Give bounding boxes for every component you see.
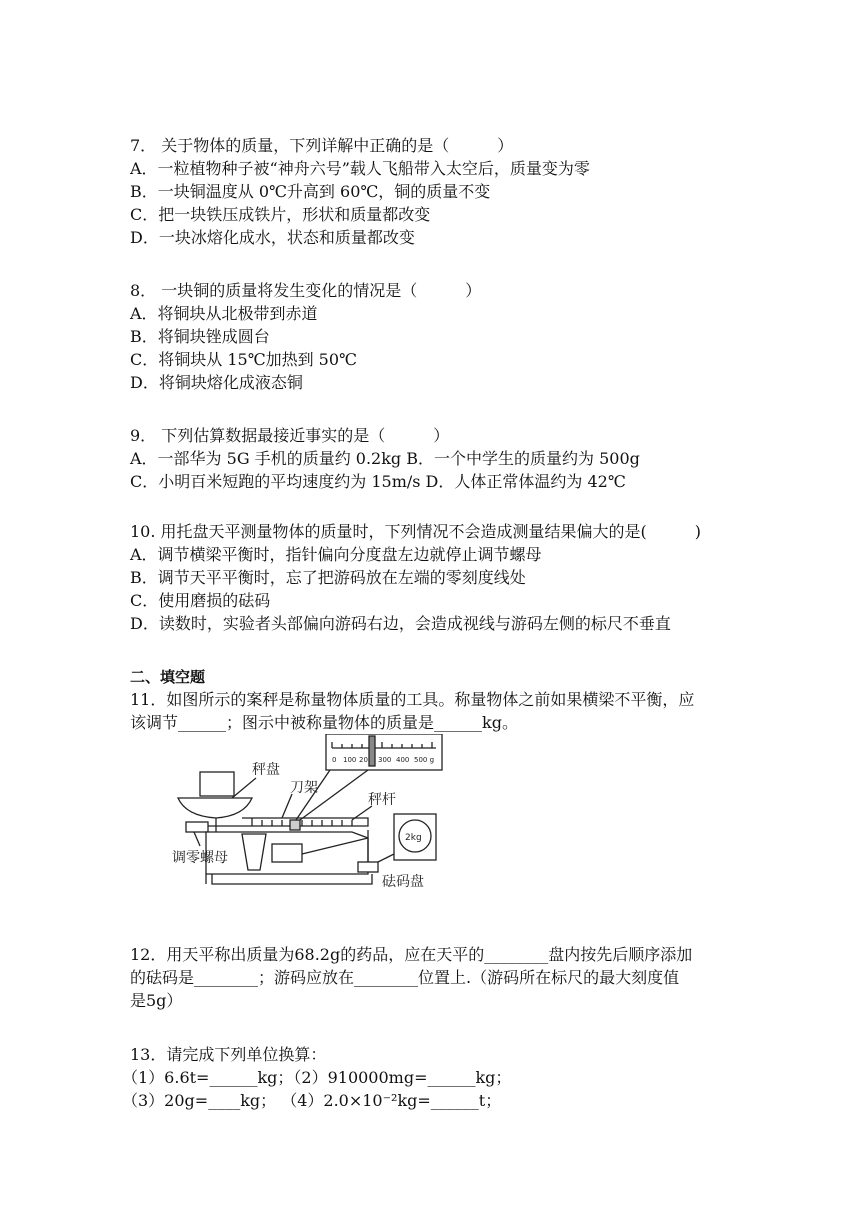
label-weight-pan: 砝码盘	[382, 874, 424, 890]
zero-screw	[186, 822, 208, 832]
q7-option-c: C．把一块铁压成铁片，形状和质量都改变	[130, 205, 431, 224]
q12-line-3: 是5g）	[130, 991, 183, 1010]
scale-tick-100: 100	[343, 756, 357, 764]
q7-option-d: D．一块冰熔化成水，状态和质量都改变	[130, 228, 415, 247]
scale-reading-box	[326, 734, 442, 770]
q13-row-1: （1）6.6t=______kg；（2）910000mg=______kg；	[122, 1068, 512, 1087]
linkage-block	[272, 844, 302, 862]
q7-stem: 7． 关于物体的质量，下列详解中正确的是（ ）	[130, 136, 514, 155]
q9-stem: 9． 下列估算数据最接近事实的是（ ）	[130, 426, 450, 445]
q11-line-2: 该调节______；图示中被称量物体的质量是______kg。	[130, 713, 518, 732]
q10-option-c: C．使用磨损的砝码	[130, 591, 271, 610]
scale-pan	[178, 798, 252, 818]
q7-option-b: B．一块铜温度从 0℃升高到 60℃，铜的质量不变	[130, 182, 491, 201]
q10-option-b: B．调节天平平衡时，忘了把游码放在左端的零刻度线处	[130, 568, 526, 587]
q8-option-b: B．将铜块锉成圆台	[130, 327, 270, 346]
label-knife-frame: 刀架	[290, 780, 318, 796]
rider-marker	[369, 736, 375, 766]
weight-pan	[358, 862, 378, 872]
q8-option-a: A．将铜块从北极带到赤道	[130, 304, 318, 323]
label-pan: 秤盘	[252, 762, 280, 778]
label-zero-screw: 调零螺母	[172, 850, 228, 866]
weight-2kg-label: 2kg	[405, 833, 422, 843]
scale-tick-20: 20	[359, 756, 368, 764]
q10-option-d: D．读数时，实验者头部偏向游码右边，会造成视线与游码左侧的标尺不垂直	[130, 614, 671, 633]
object-box	[200, 772, 234, 796]
q9-options-cd: C．小明百米短跑的平均速度约为 15m/s D．人体正常体温约为 42℃	[130, 472, 626, 491]
q13-stem: 13．请完成下列单位换算：	[130, 1045, 327, 1064]
scale-tick-500: 500 g	[414, 756, 435, 764]
q11-line-1: 11．如图所示的案秤是称量物体质量的工具。称量物体之前如果横梁不平衡，应	[130, 690, 695, 709]
scale-tick-300: 300	[378, 756, 392, 764]
q12-line-1: 12．用天平称出质量为68.2g的药品，应在天平的________盘内按先后顺序添加	[130, 945, 693, 964]
beam-rider	[290, 820, 300, 830]
scale-tick-0: 0	[332, 756, 337, 764]
q7-option-a: A．一粒植物种子被“神舟六号”载人飞船带入太空后，质量变为零	[130, 159, 590, 178]
q10-option-a: A．调节横梁平衡时，指针偏向分度盘左边就停止调节螺母	[130, 545, 542, 564]
q10-stem: 10. 用托盘天平测量物体的质量时，下列情况不会造成测量结果偏大的是( )	[130, 522, 702, 541]
scale-tick-400: 400	[396, 756, 410, 764]
section-title-fill-in: 二、填空题	[130, 668, 206, 686]
label-beam: 秤杆	[368, 792, 396, 808]
q9-options-ab: A．一部华为 5G 手机的质量约 0.2kg B．一个中学生的质量约为 500g	[130, 449, 640, 468]
platform-scale-figure	[172, 734, 444, 894]
q8-option-c: C．将铜块从 15℃加热到 50℃	[130, 350, 357, 369]
q12-line-2: 的砝码是________；游码应放在________位置上.（游码所在标尺的最大刻度值	[130, 968, 680, 987]
q8-stem: 8． 一块铜的质量将发生变化的情况是（ ）	[130, 281, 482, 300]
q13-row-2: （3）20g=____kg； （4）2.0×10⁻²kg=______t；	[122, 1091, 502, 1110]
q8-option-d: D．将铜块熔化成液态铜	[130, 373, 303, 392]
